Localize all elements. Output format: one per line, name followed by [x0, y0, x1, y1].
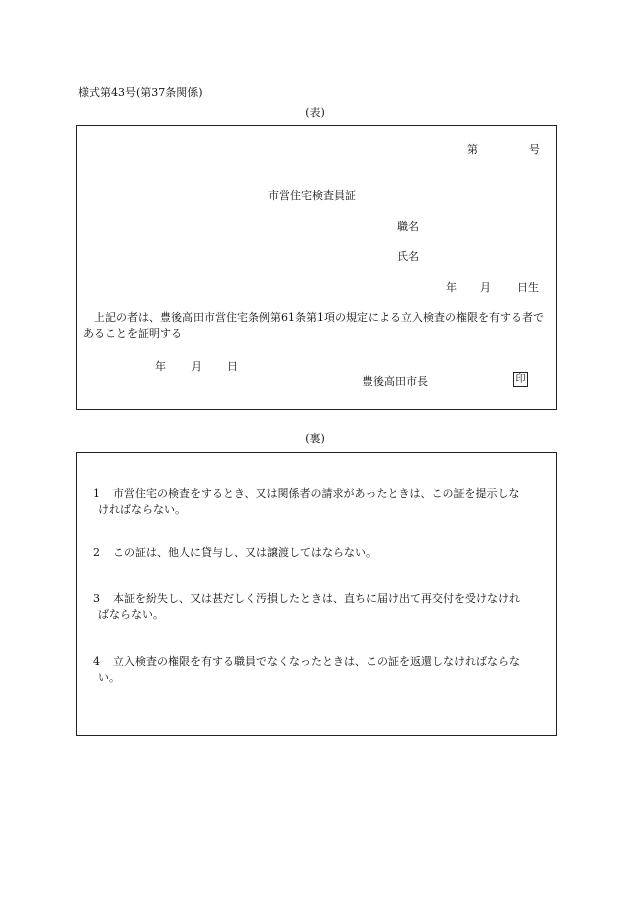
note-text: 立入検査の権限を有する職員でなくなったときは、この証を返還しなければならな: [113, 655, 520, 668]
seal-stamp: 印: [513, 372, 528, 387]
front-card: [76, 125, 557, 410]
note-number: 4: [93, 655, 100, 668]
note-text: この証は、他人に貸与し、又は譲渡してはならない。: [113, 546, 377, 559]
birth-year-label: 年: [446, 281, 457, 294]
note-number: 1: [93, 487, 100, 500]
mayor-title: 豊後高田市長: [362, 375, 428, 388]
back-card: [76, 452, 557, 736]
note-text: 本証を紛失し、又は甚だしく汚損したときは、直ちに届け出て再交付を受けなけれ: [113, 592, 520, 605]
certificate-number-suffix: 号: [529, 143, 540, 156]
front-side-label: (表): [305, 106, 325, 119]
position-label: 職名: [397, 220, 419, 233]
issue-month-label: 月: [191, 360, 202, 373]
birth-month-label: 月: [480, 281, 491, 294]
note-text-continued: い。: [98, 671, 120, 684]
card-title: 市営住宅検査員証: [268, 189, 356, 202]
back-side-label: (裏): [305, 432, 325, 445]
form-number: 様式第43号(第37条関係): [78, 86, 203, 99]
note-item: [93, 654, 548, 686]
note-item: [93, 545, 548, 561]
note-item: [93, 591, 548, 623]
certificate-number-prefix: 第: [467, 143, 478, 156]
name-label: 氏名: [397, 250, 419, 263]
issue-year-label: 年: [155, 360, 166, 373]
note-text-continued: ければならない。: [98, 503, 186, 516]
certification-statement: 上記の者は、豊後高田市営住宅条例第61条第1項の規定による立入検査の権限を有する者であることを証明する: [83, 311, 544, 340]
note-item: [93, 486, 548, 518]
note-text: 市営住宅の検査をするとき、又は関係者の請求があったときは、この証を提示しな: [113, 487, 520, 500]
note-text-continued: ばならない。: [98, 608, 164, 621]
note-number: 3: [93, 592, 100, 605]
birth-day-label: 日生: [517, 281, 539, 294]
note-number: 2: [93, 546, 100, 559]
issue-day-label: 日: [227, 360, 238, 373]
